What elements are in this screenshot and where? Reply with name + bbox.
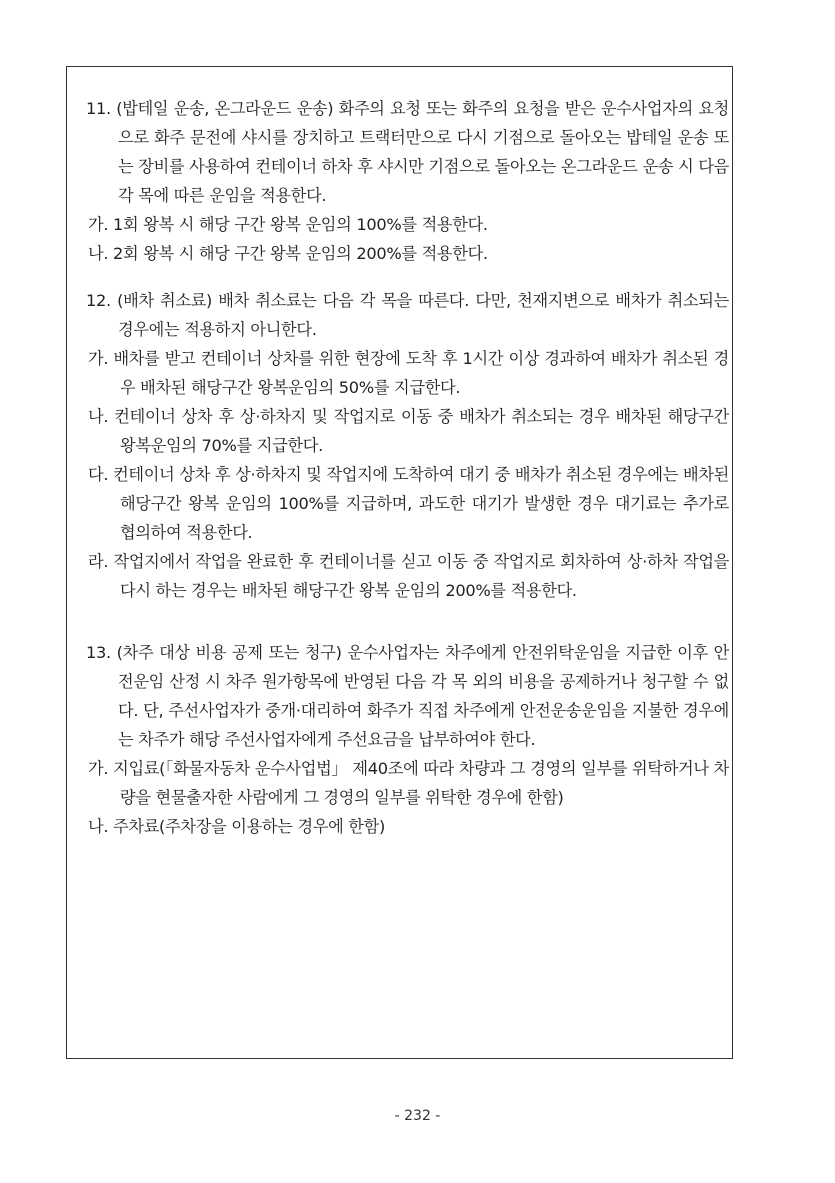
section-12-item-ga: 가. 배차를 받고 컨테이너 상차를 위한 현장에 도착 후 1시간 이상 경과하여 배차가 취소된 경우 배차된 해당구간 왕복운임의 50%를 지급한다. [88,349,729,397]
section-13-item-ga: 가. 지입료(「화물자동차 운수사업법」 제40조에 따라 차량과 그 경영의 일부를 위탁하거나 차량을 현물출자한 사람에게 그 경영의 일부를 위탁한 경우에 한함) [88,759,729,807]
section-11-item-ga: 가. 1회 왕복 시 해당 구간 왕복 운임의 100%를 적용한다. [88,215,488,234]
section-13 [86,638,729,841]
section-13-heading: 13. (차주 대상 비용 공제 또는 청구) 운수사업자는 차주에게 안전위탁운임을 지급한 이후 안전운임 산정 시 차주 원가항목에 반영된 다음 각 목 외의 비용을 공제하거나 청구할 수 없다. 단, 주선사업자가 중개·대리하여 화주가 직접 차주에게 안전운송운임을 지불한 경우에는 차주가 해당 주선사업자에게 주선요금을 납부하여야 한다. [86,643,729,749]
section-11-heading: 11. (밥테일 운송, 온그라운드 운송) 화주의 요청 또는 화주의 요청을 받은 운수사업자의 요청으로 화주 문전에 샤시를 장치하고 트랙터만으로 다시 기점으로 돌아오는 밥테일 운송 또는 장비를 사용하여 컨테이너 하차 후 샤시만 기점으로 돌아오는 온그라운드 운송 시 다음 각 목에 따른 운임을 적용한다. [86,99,729,205]
section-12-heading: 12. (배차 취소료) 배차 취소료는 다음 각 목을 따른다. 다만, 천재지변으로 배차가 취소되는 경우에는 적용하지 아니한다. [86,291,729,339]
section-12-item-da: 다. 컨테이너 상차 후 상·하차지 및 작업지에 도착하여 대기 중 배차가 취소된 경우에는 배차된 해당구간 왕복 운임의 100%를 지급하며, 과도한 대기가 발생한 경우 대기료는 추가로 협의하여 적용한다. [88,465,729,542]
page-number: - 232 - [394,1108,441,1124]
section-11-item-na: 나. 2회 왕복 시 해당 구간 왕복 운임의 200%를 적용한다. [88,244,488,263]
section-12-item-na: 나. 컨테이너 상차 후 상·하차지 및 작업지로 이동 중 배차가 취소되는 경우 배차된 해당구간 왕복운임의 70%를 지급한다. [88,407,729,455]
spacer [86,268,729,286]
section-13-item-na: 나. 주차료(주차장을 이용하는 경우에 한함) [88,817,385,836]
section-11 [86,94,729,268]
spacer [86,605,729,638]
document-body [86,94,729,841]
section-12-item-ra: 라. 작업지에서 작업을 완료한 후 컨테이너를 싣고 이동 중 작업지로 회차하여 상·하차 작업을 다시 하는 경우는 배차된 해당구간 왕복 운임의 200%를 적용한다. [88,552,729,600]
section-12 [86,286,729,605]
